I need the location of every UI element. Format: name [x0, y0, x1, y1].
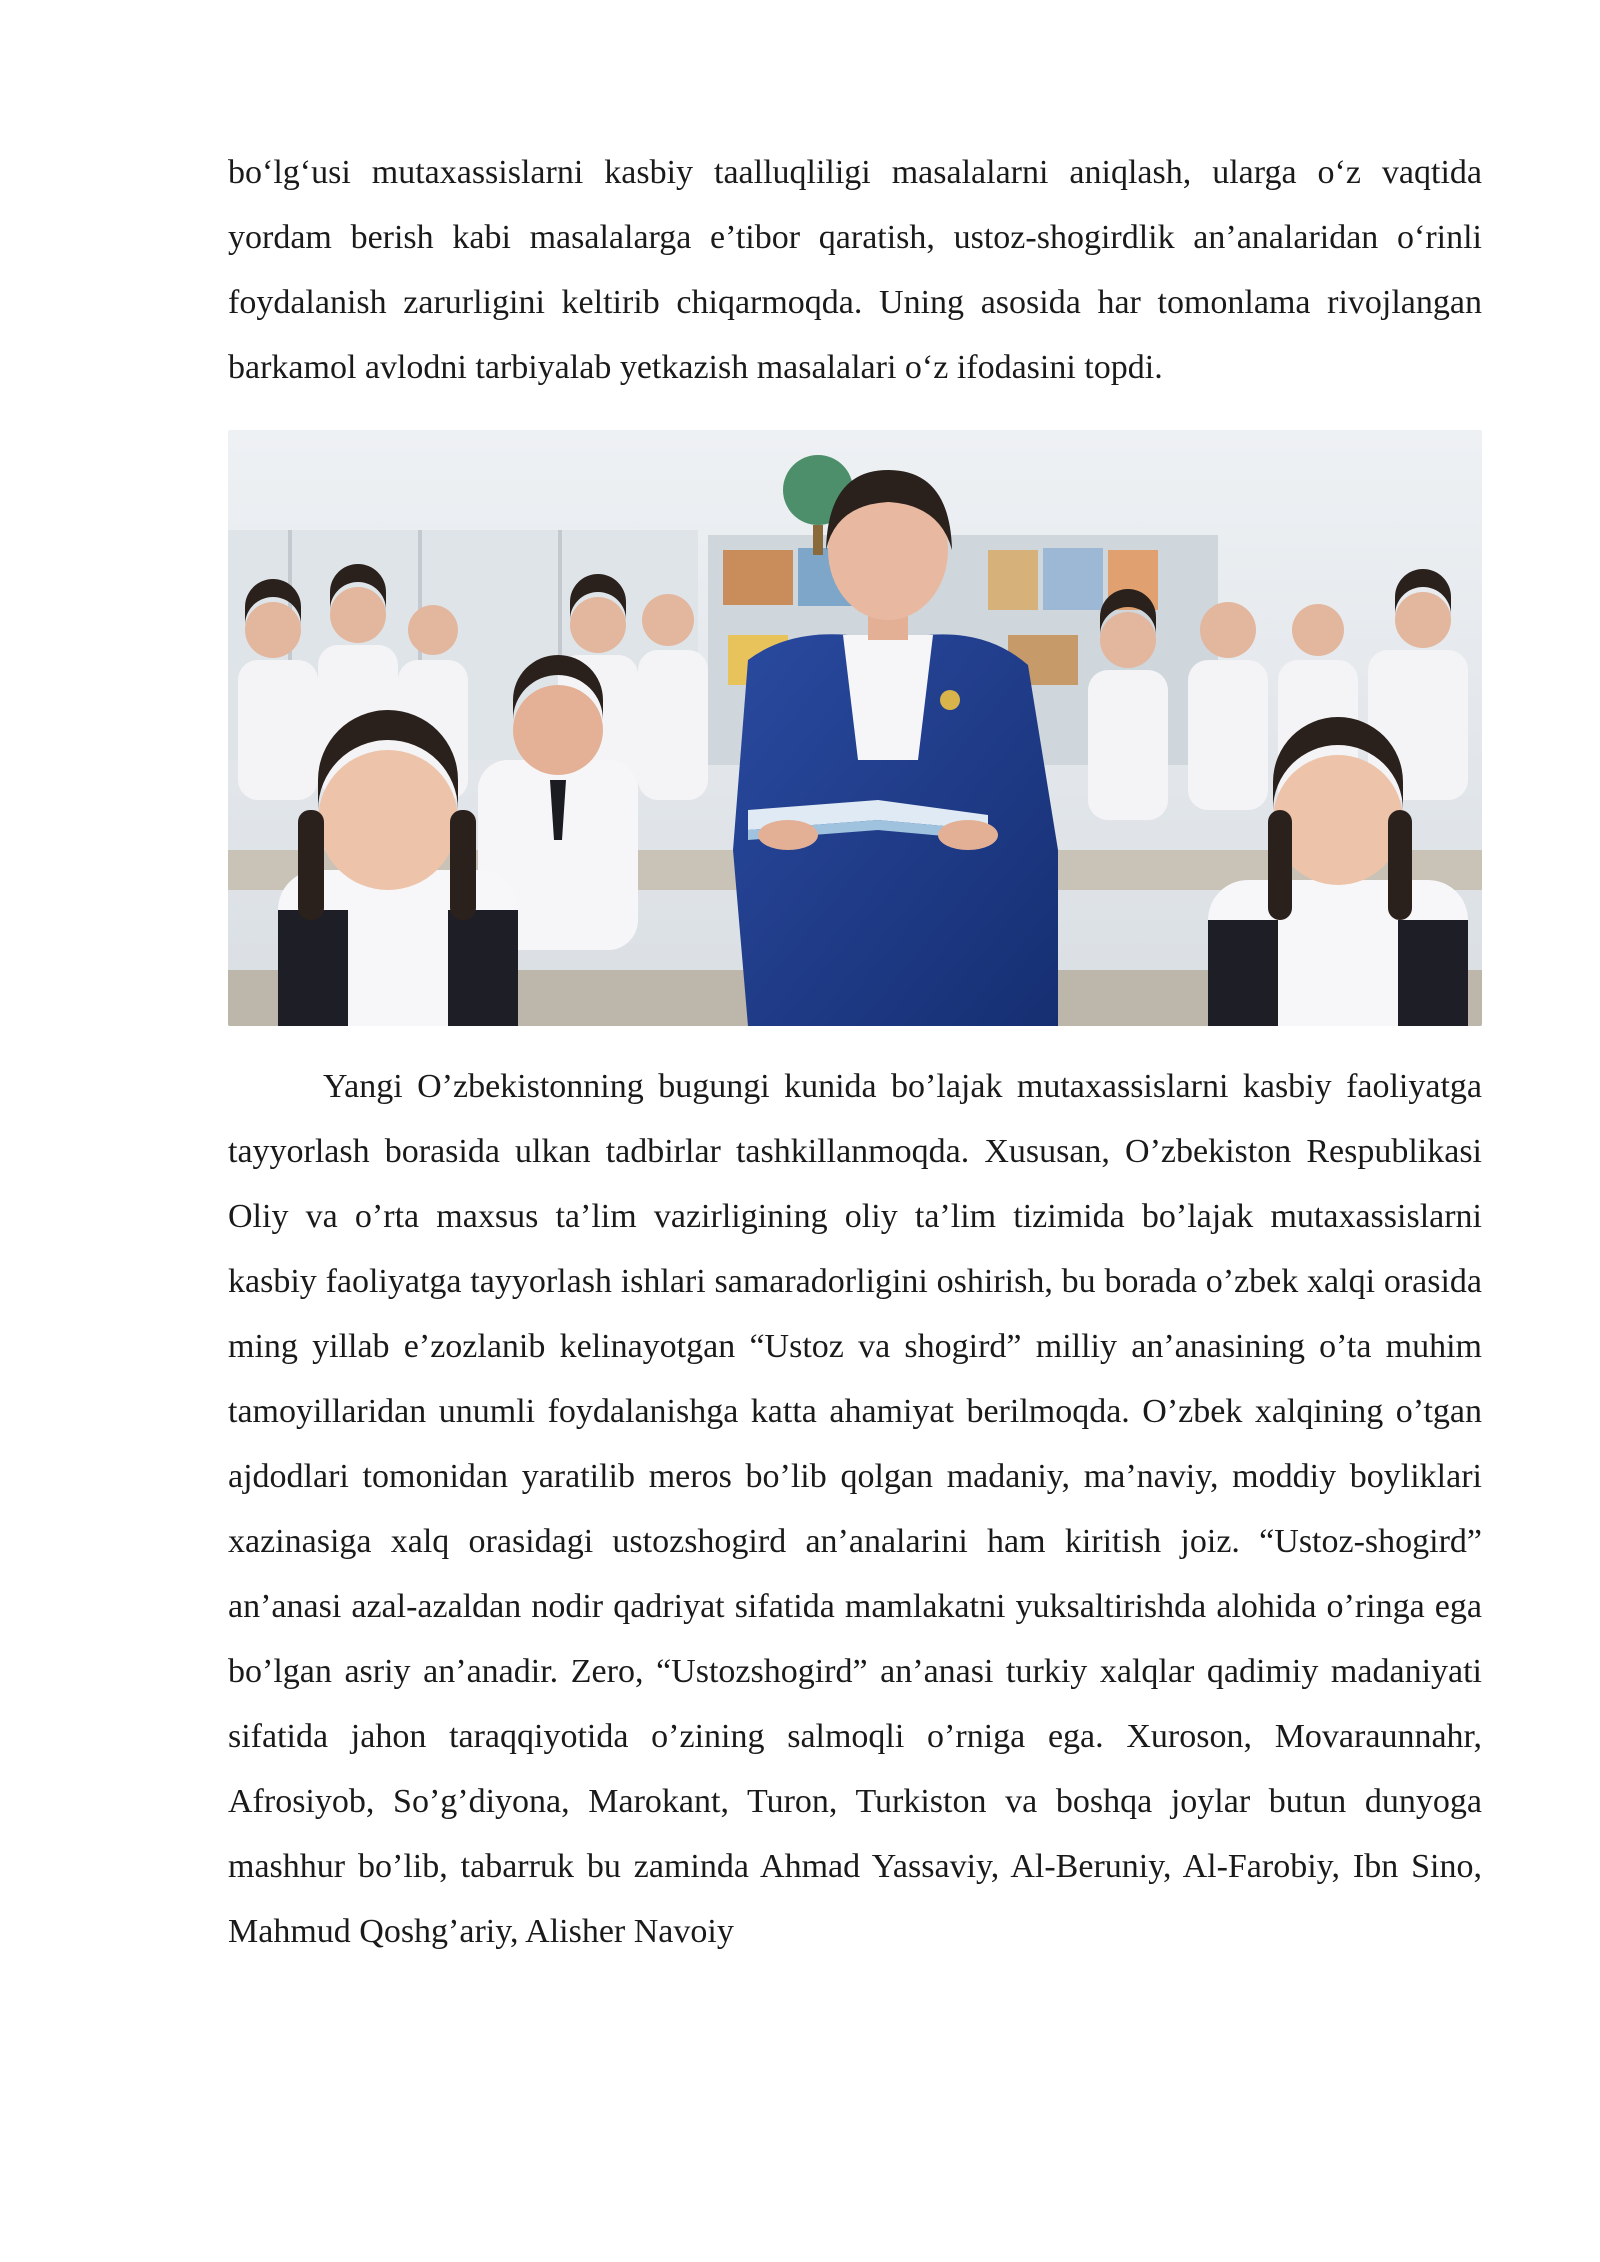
body-paragraph-2: Yangi O’zbekistonning bugungi kunida bo’lajak mutaxassislarni kasbiy faoliyatga tayyorlash borasida ulkan tadbirlar tashkillanmoqda. Xususan, O’zbekiston Respublikasi Oliy va o’rta maxsus ta’lim vazirligining oliy ta’lim tizimida bo’lajak mutaxassislarni kasbiy faoliyatga tayyorlash ishlari samaradorligini oshirish, bu borada o’zbek xalqi orasida ming yillab e’zozlanib kelinayotgan “Ustoz va shogird” milliy an’anasining o’ta muhim tamoyillaridan unumli foydalanishga katta ahamiyat berilmoqda. O’zbek xalqining o’tgan ajdodlari tomonidan yaratilib meros bo’lib qolgan madaniy, ma’naviy, moddiy boyliklari xazinasiga xalq orasidagi ustozshogird an’analarini ham kiritish joiz. “Ustoz-shogird” an’anasi azal-azaldan nodir qadriyat sifatida mamlakatni yuksaltirishda alohida o’ringa ega bo’lgan asriy an’anadir. Zero, “Ustozshogird” an’anasi turkiy xalqlar qadimiy madaniyati sifatida jahon taraqqiyotida o’zining salmoqli o’rniga ega. Xuroson, Movaraunnahr, Afrosiyob, So’g’diyona, Marokant, Turon, Turkiston va boshqa joylar butun dunyoga mashhur bo’lib, tabarruk bu zaminda Ahmad Yassaviy, Al-Beruniy, Al-Farobiy, Ibn Sino, Mahmud Qoshg’ariy, Alisher Navoiy — [228, 1068, 1482, 1950]
document-page — [228, 140, 1482, 1964]
body-paragraph-1: bo‘lg‘usi mutaxassislarni kasbiy taalluqliligi masalalarni aniqlash, ularga o‘z vaqtida yordam berish kabi masalalarga e’tibor qaratish, ustoz-shogirdlik an’analaridan o‘rinli foydalanish zarurligini keltirib chiqarmoqda. Uning asosida har tomonlama rivojlangan barkamol avlodni tarbiyalab yetkazish masalalari o‘z ifodasini topdi. — [228, 154, 1482, 386]
classroom-photo — [228, 430, 1482, 1026]
